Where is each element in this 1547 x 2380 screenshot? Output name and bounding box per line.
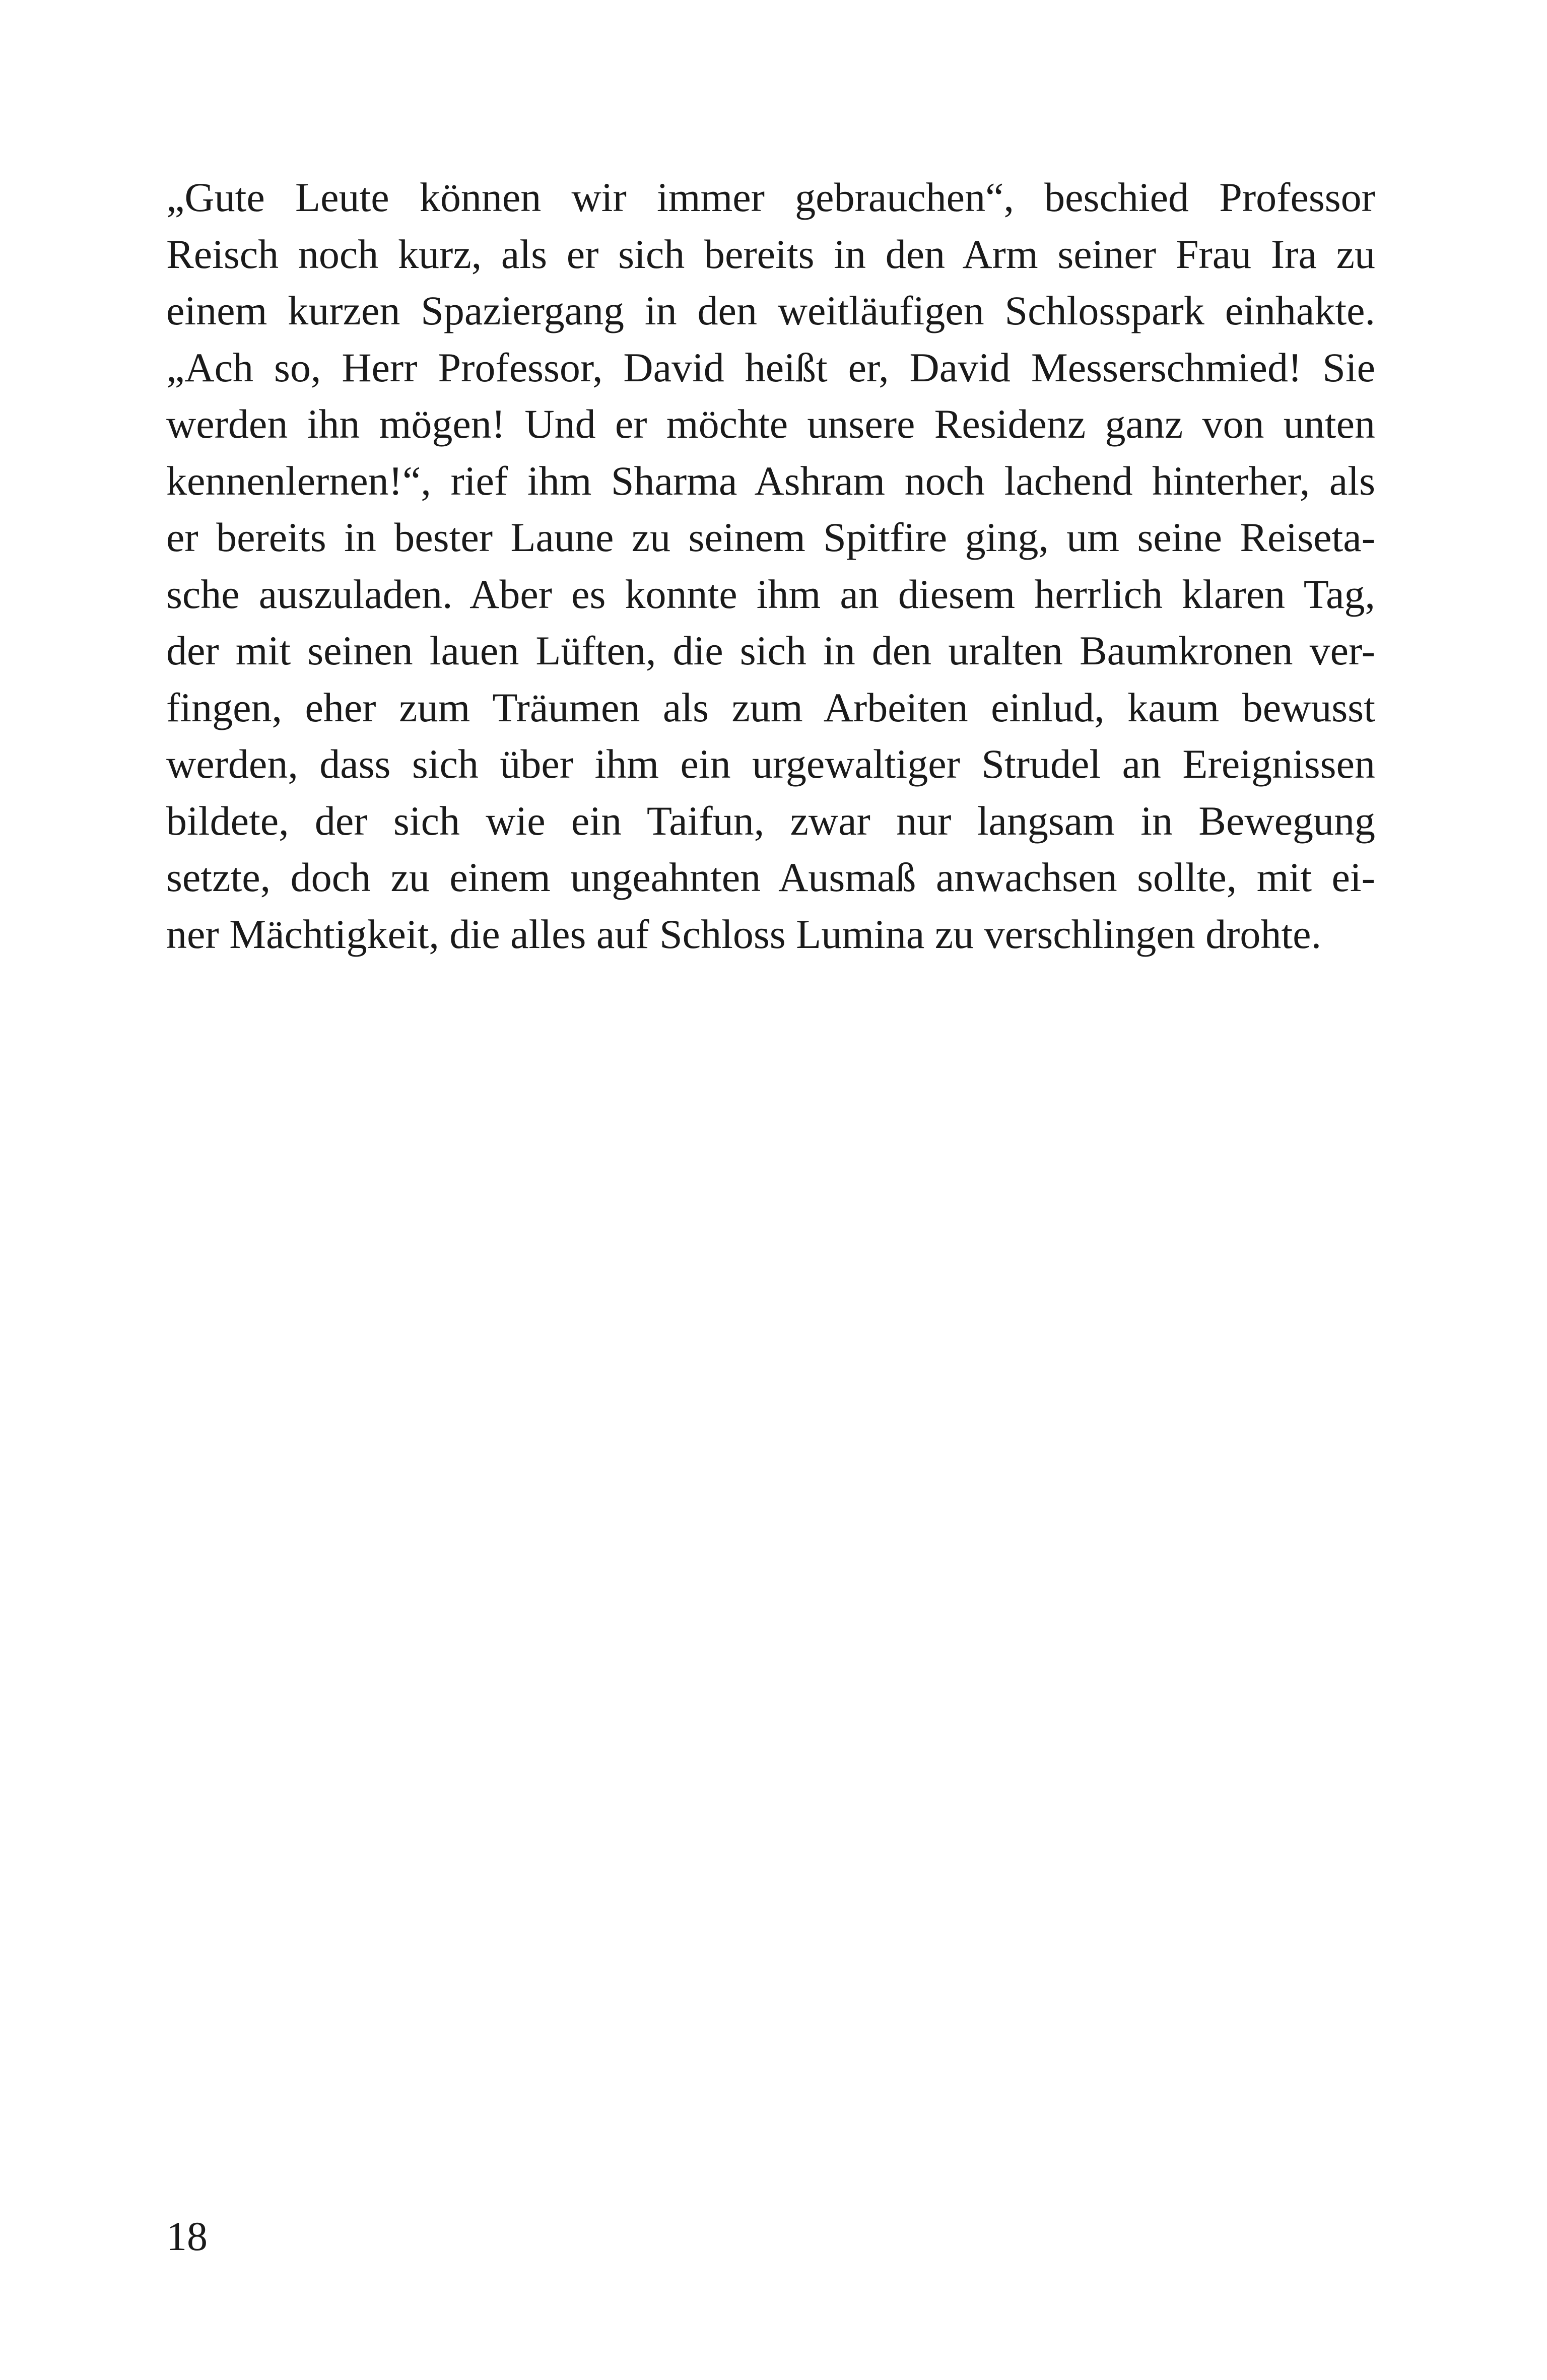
page-number: 18: [166, 2213, 208, 2259]
text-line: werden, dass sich über ihm ein urgewaltiger Strudel an Ereignissen: [166, 741, 1375, 787]
text-line: Reisch noch kurz, als er sich bereits in den Arm seiner Frau Ira zu: [166, 231, 1375, 277]
text-line: „Gute Leute können wir immer gebrauchen“, beschied Professor: [166, 174, 1375, 220]
body-paragraph: [166, 169, 1375, 963]
text-line: einem kurzen Spaziergang in den weitläufigen Schlosspark einhakte.: [166, 288, 1375, 333]
text-line: setzte, doch zu einem ungeahnten Ausmaß anwachsen sollte, mit ei-: [166, 854, 1375, 900]
text-line: der mit seinen lauen Lüften, die sich in den uralten Baumkronen ver-: [166, 628, 1375, 673]
text-line: werden ihn mögen! Und er möchte unsere Residenz ganz von unten: [166, 401, 1375, 447]
text-line: sche auszuladen. Aber es konnte ihm an diesem herrlich klaren Tag,: [166, 571, 1375, 617]
text-line: bildete, der sich wie ein Taifun, zwar nur langsam in Bewegung: [166, 797, 1375, 844]
text-line-last: ner Mächtigkeit, die alles auf Schloss Lumina zu verschlingen drohte.: [166, 911, 1322, 957]
text-line: kennenlernen!“, rief ihm Sharma Ashram noch lachend hinterher, als: [166, 457, 1375, 504]
text-line: „Ach so, Herr Professor, David heißt er, David Messerschmied! Sie: [166, 344, 1375, 390]
text-line: er bereits in bester Laune zu seinem Spitfire ging, um seine Reiseta-: [166, 514, 1375, 560]
text-line: fingen, eher zum Träumen als zum Arbeiten einlud, kaum bewusst: [166, 684, 1375, 730]
